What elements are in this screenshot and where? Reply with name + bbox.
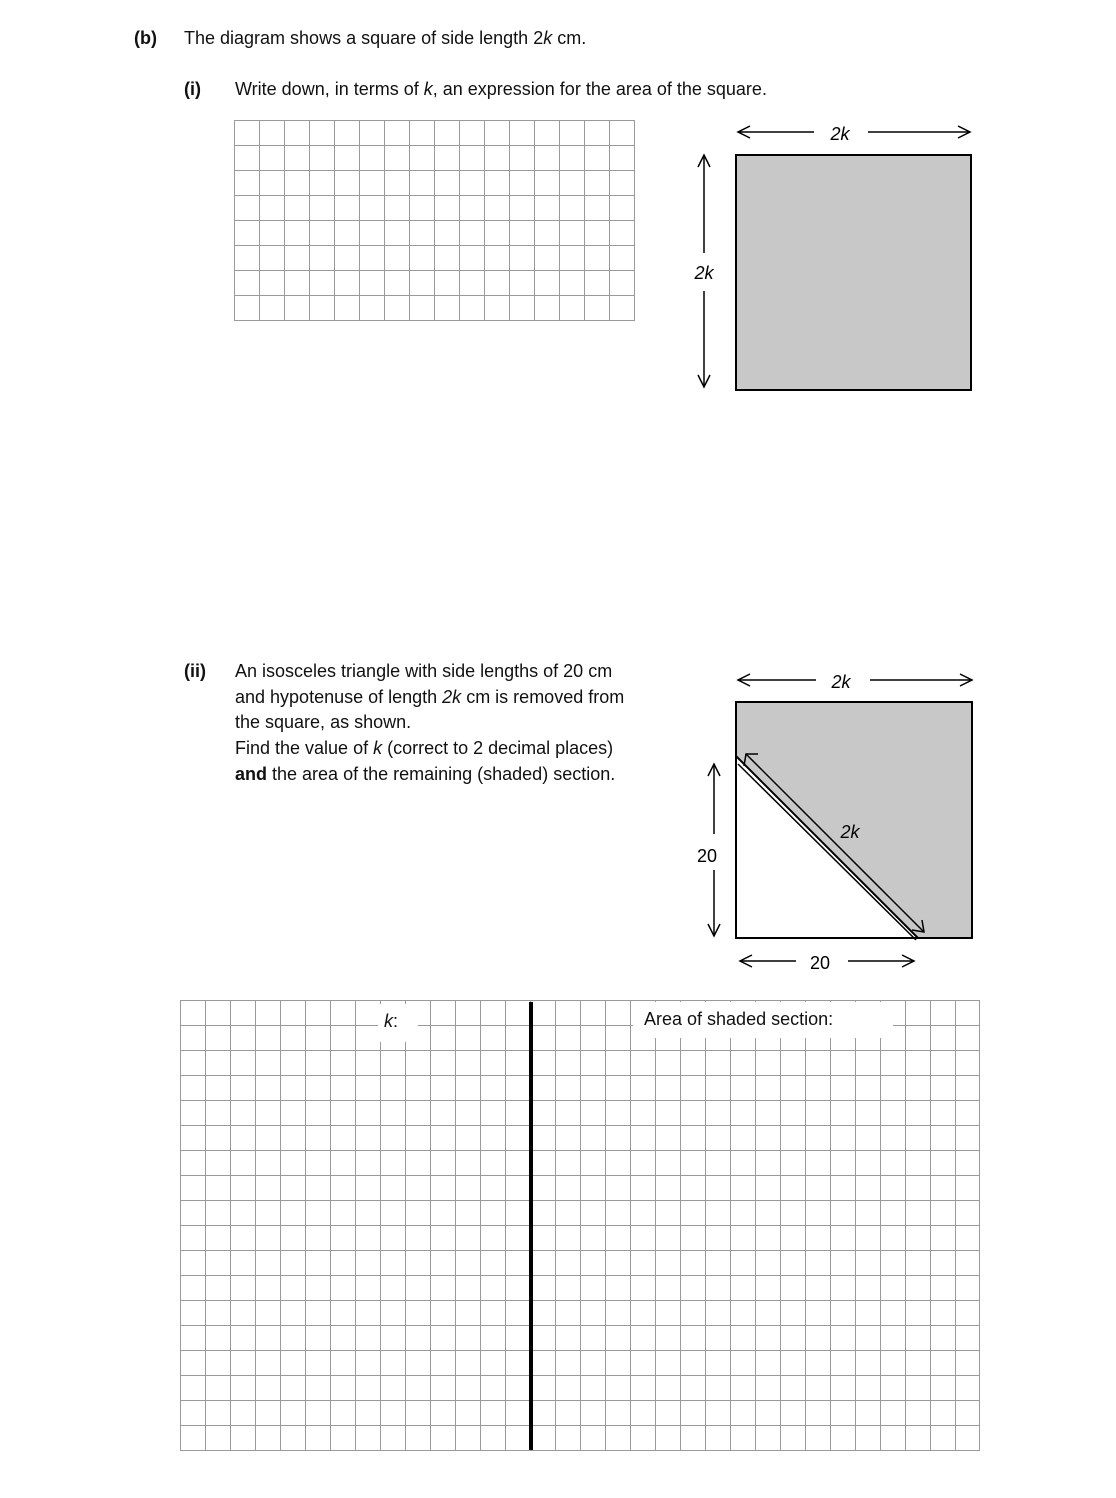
part-i-label: (i) — [184, 79, 201, 99]
part-ii-line4-k: k — [373, 738, 383, 758]
part-ii-line4 — [235, 735, 613, 761]
part-ii-line2 — [235, 684, 624, 710]
part-ii-line3: the square, as shown. — [235, 712, 412, 732]
part-ii-line2-prefix: and hypotenuse of length — [235, 687, 443, 707]
k-answer-k: k — [384, 1011, 393, 1031]
square-diagram — [680, 115, 1000, 405]
part-ii-line2-k: 2k — [442, 687, 462, 707]
part-b-intro-suffix: cm. — [552, 28, 587, 48]
answer-grid-part-i[interactable] — [234, 120, 635, 321]
part-b-intro — [184, 25, 586, 51]
square-shape — [736, 155, 971, 390]
part-ii-line2-suffix: cm is removed from — [461, 687, 625, 707]
k-answer-colon: : — [393, 1011, 399, 1031]
side-dimension-label-ii: 20 — [696, 846, 718, 866]
answer-divider — [529, 1002, 533, 1450]
k-answer-label — [378, 1004, 418, 1042]
answer-grid-part-ii[interactable] — [180, 1000, 980, 1451]
part-ii-line4-suffix: (correct to 2 decimal places) — [382, 738, 614, 758]
part-b-label: (b) — [134, 28, 157, 48]
part-i-question-k: k — [423, 79, 433, 99]
part-b-intro-k: k — [543, 28, 553, 48]
side-dimension-label: 2k — [694, 263, 714, 283]
part-ii-line4-prefix: Find the value of — [235, 738, 374, 758]
part-i-question — [235, 76, 767, 102]
hypotenuse-label: 2k — [840, 822, 860, 842]
part-ii-line5-rest: the area of the remaining (shaded) section. — [267, 764, 616, 784]
bottom-dimension-label: 20 — [809, 953, 831, 973]
part-i-question-prefix: Write down, in terms of — [235, 79, 424, 99]
part-ii-line5-bold: and — [235, 764, 268, 784]
part-ii-line5 — [235, 761, 615, 787]
square-triangle-diagram — [680, 662, 1000, 982]
part-ii-label: (ii) — [184, 661, 206, 681]
part-b-intro-prefix: The diagram shows a square of side length 2 — [184, 28, 544, 48]
top-dimension-label: 2k — [830, 124, 850, 144]
part-i-question-suffix: , an expression for the area of the square. — [432, 79, 767, 99]
area-answer-label: Area of shaded section: — [633, 1002, 893, 1038]
top-dimension-label-ii: 2k — [831, 672, 851, 692]
top-dimension-arrow — [738, 126, 970, 138]
part-ii-line1: An isosceles triangle with side lengths of 20 cm — [235, 661, 613, 681]
top-dimension-arrow-ii — [738, 674, 972, 686]
